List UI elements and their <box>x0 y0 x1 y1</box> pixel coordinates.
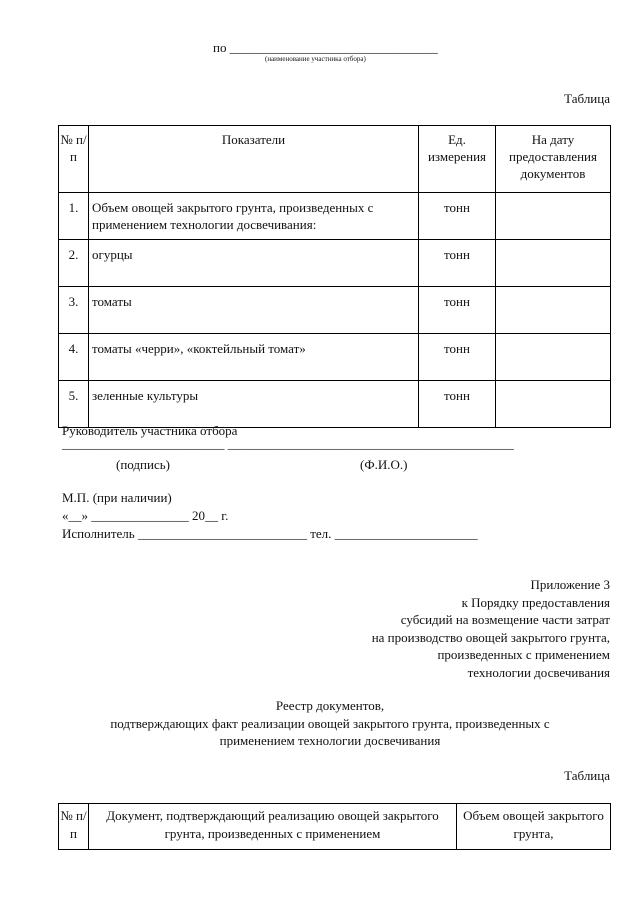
registry-title <box>40 697 620 750</box>
appendix-line: произведенных с применением <box>437 647 610 662</box>
row-indicator: томаты «черри», «коктейльный томат» <box>89 334 419 381</box>
row-unit: тонн <box>419 193 496 240</box>
row-indicator: зеленные культуры <box>89 381 419 428</box>
row-num: 4. <box>59 334 89 381</box>
appendix-line: на производство овощей закрытого грунта, <box>371 629 610 645</box>
table-row <box>59 193 611 240</box>
header-indicator: Показатели <box>89 126 419 193</box>
row-indicator: Объем овощей закрытого грунта, произведенных с применением технологии досвечивания: <box>89 193 419 240</box>
table1-label: Таблица <box>564 91 610 106</box>
row-num: 1. <box>59 193 89 240</box>
appendix-line: Приложение 3 <box>530 577 610 592</box>
po-line: по ________________________________ <box>213 40 438 55</box>
stamp-label: М.П. (при наличии) <box>62 490 172 505</box>
row-num: 2. <box>59 240 89 287</box>
table-row <box>59 240 611 287</box>
table2-label: Таблица <box>564 768 610 783</box>
row-unit: тонн <box>419 334 496 381</box>
registry-title-line: применением технологии досвечивания <box>219 733 441 748</box>
head-label: Руководитель участника отбора <box>62 423 238 438</box>
table-header-row <box>59 126 611 193</box>
appendix-line: субсидий на возмещение части затрат <box>400 612 610 627</box>
row-unit: тонн <box>419 381 496 428</box>
row-num: 3. <box>59 287 89 334</box>
header-num: № п/п <box>59 804 89 850</box>
header-volume: Объем овощей закрытого грунта, <box>457 804 611 850</box>
date-line: «__» _______________ 20__ г. <box>62 508 229 523</box>
appendix-line: к Порядку предоставления <box>461 594 610 610</box>
row-indicator: томаты <box>89 287 419 334</box>
row-value[interactable] <box>496 240 611 287</box>
row-num: 5. <box>59 381 89 428</box>
registry-table <box>58 803 611 850</box>
row-value[interactable] <box>496 381 611 428</box>
signature-lines: _________________________ ____________________________________________ <box>62 436 514 451</box>
table-row <box>59 287 611 334</box>
executor-line: Исполнитель __________________________ тел. ______________________ <box>62 526 478 541</box>
registry-title-line: подтверждающих факт реализации овощей закрытого грунта, произведенных с <box>110 715 550 731</box>
header-unit: Ед. измерения <box>419 126 496 193</box>
header-num: № п/п <box>59 126 89 193</box>
row-value[interactable] <box>496 193 611 240</box>
table-row <box>59 334 611 381</box>
header-date: На дату предоставления документов <box>496 126 611 193</box>
name-caption: (Ф.И.О.) <box>360 457 408 472</box>
row-unit: тонн <box>419 240 496 287</box>
appendix-line: технологии досвечивания <box>467 664 610 680</box>
row-indicator: огурцы <box>89 240 419 287</box>
registry-title-line: Реестр документов, <box>275 698 385 713</box>
row-value[interactable] <box>496 287 611 334</box>
header-document: Документ, подтверждающий реализацию овощей закрытого грунта, произведенных с применением <box>89 804 457 850</box>
indicators-table <box>58 125 611 428</box>
sign-caption: (подпись) <box>116 457 170 472</box>
row-unit: тонн <box>419 287 496 334</box>
po-caption: (наименование участника отбора) <box>265 55 366 63</box>
row-value[interactable] <box>496 334 611 381</box>
appendix-block <box>372 576 610 681</box>
table-row <box>59 381 611 428</box>
table-header-row <box>59 804 611 850</box>
